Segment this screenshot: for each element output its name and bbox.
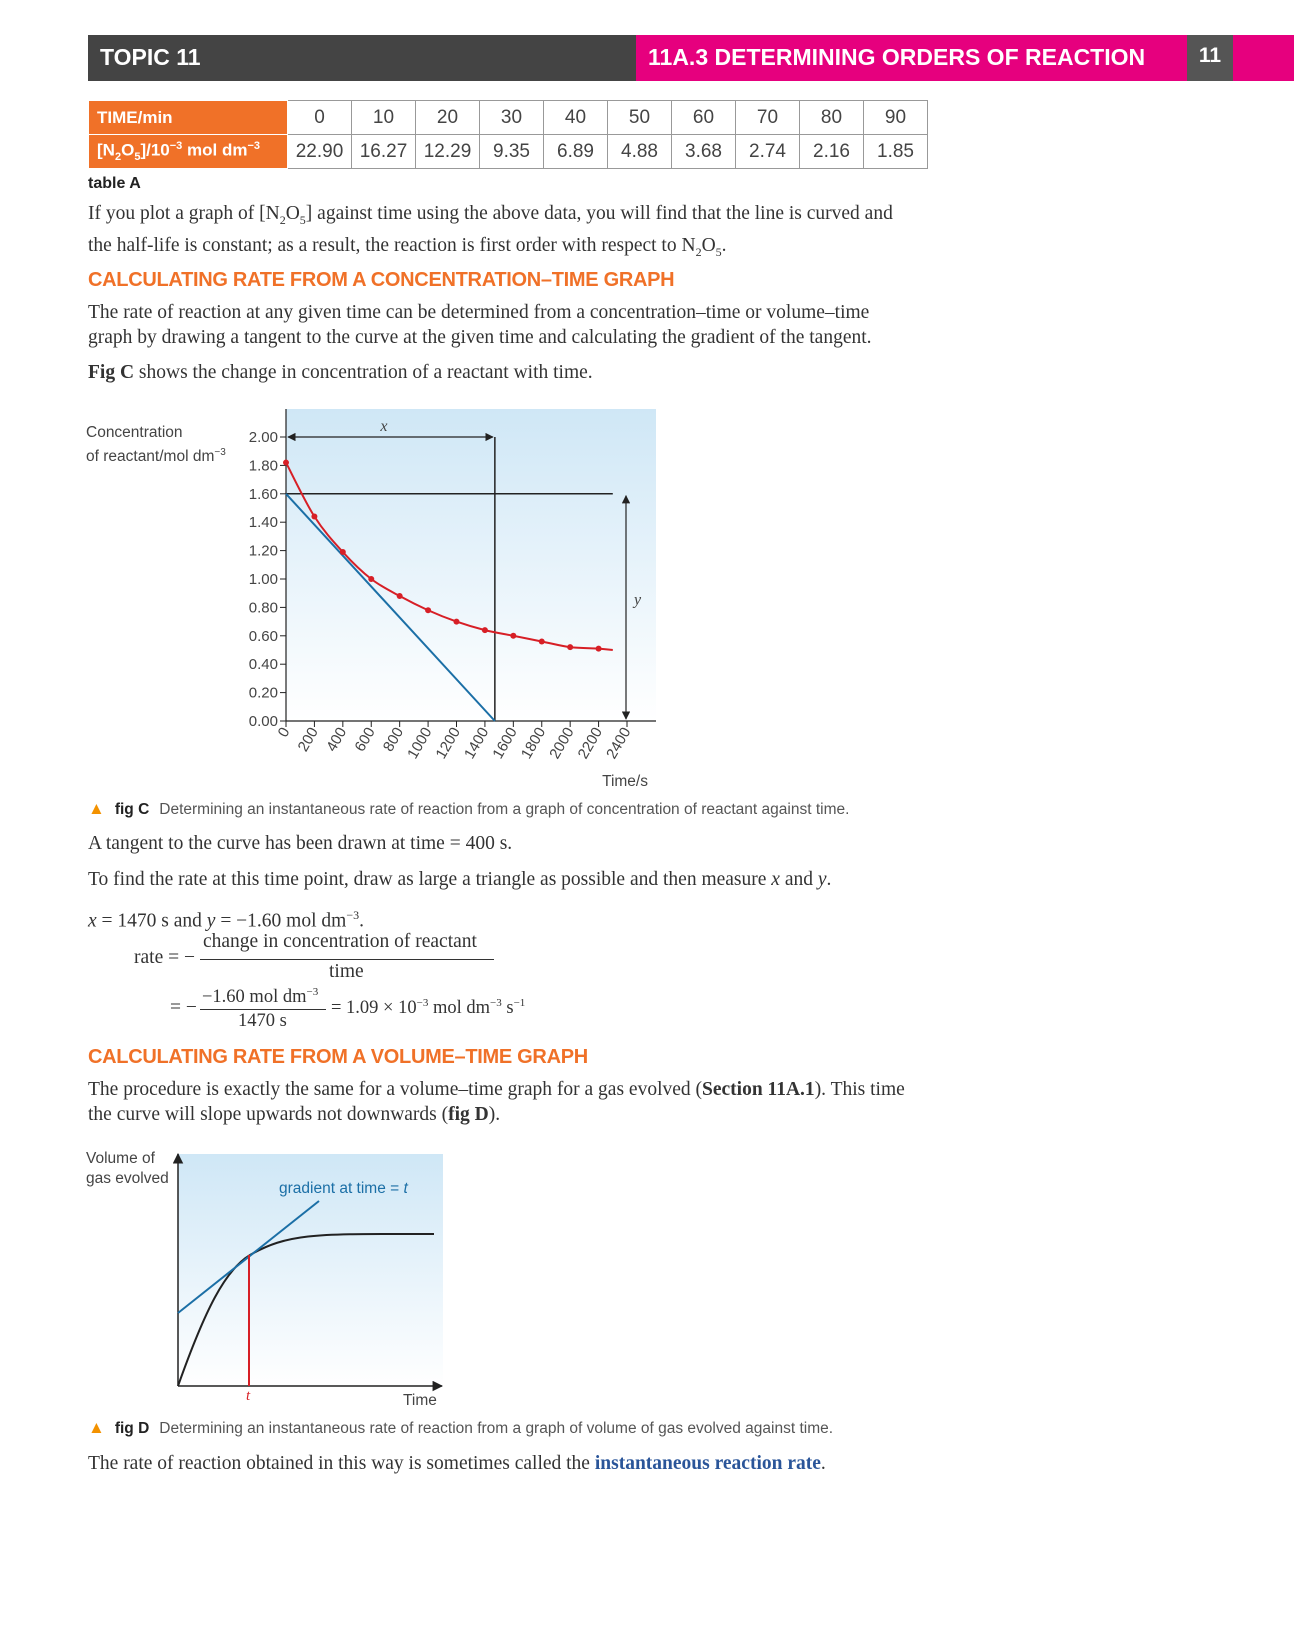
table-cell: 0 xyxy=(288,101,352,135)
y-tick-label: 0.40 xyxy=(248,656,278,674)
page-header xyxy=(88,35,1294,81)
row-header-time: TIME/min xyxy=(89,101,288,135)
fraction-line-2 xyxy=(200,1009,326,1010)
table-cell: 20 xyxy=(416,101,480,135)
table-cell: 16.27 xyxy=(352,135,416,169)
triangle-icon: ▲ xyxy=(88,799,105,818)
table-cell: 90 xyxy=(864,101,928,135)
y-tick-label: 1.00 xyxy=(248,571,278,588)
table-cell: 50 xyxy=(608,101,672,135)
table-cell: 30 xyxy=(480,101,544,135)
data-point xyxy=(510,633,516,639)
fig-d-caption: ▲ fig D Determining an instantaneous rate of reaction from a graph of volume of gas evolved against time. xyxy=(88,1418,834,1437)
fig-d-chart xyxy=(0,1140,460,1415)
equation-numerator-2: −1.60 mol $dm^{-3}$ xyxy=(202,986,319,1008)
data-point xyxy=(567,644,573,650)
x-tick-label: 2200 xyxy=(574,724,607,762)
paragraph-instantaneous-rate: The rate of reaction obtained in this way is sometimes called the instantaneous reaction rate. xyxy=(88,1453,826,1474)
x-span-label: x xyxy=(380,418,388,435)
data-point xyxy=(539,638,545,644)
table-cell: 2.16 xyxy=(800,135,864,169)
data-point xyxy=(397,593,403,599)
paragraph-tangent-method: The rate of reaction at any given time can be determined from a concentration–time or volume–time graph by drawing a tangent to the curve at the given time and calculating the gradient of the tangent. xyxy=(88,302,872,348)
plot-background xyxy=(286,409,656,721)
page-number: 11 xyxy=(1198,44,1222,67)
data-point xyxy=(368,576,374,582)
table-cell: 80 xyxy=(800,101,864,135)
equation-denominator-2: 1470 s xyxy=(238,1011,287,1031)
x-tick-label: 200 xyxy=(294,724,322,755)
paragraph-volume-procedure: The procedure is exactly the same for a volume–time graph for a gas evolved (Section 11A.1). This time the curve will slope upwards not downwards (fig D). xyxy=(88,1079,905,1125)
equation-rate-label: rate = − xyxy=(134,947,195,968)
table-cell: 4.88 xyxy=(608,135,672,169)
table-cell: 22.90 xyxy=(288,135,352,169)
equation-equals-2: = − xyxy=(170,997,197,1018)
fig-c-y-axis-label: Concentration of reactant/mol $dm^{-3}$ xyxy=(86,424,226,466)
table-cell: 12.29 xyxy=(416,135,480,169)
x-tick-label: 1200 xyxy=(432,724,464,762)
fraction-line-1 xyxy=(200,959,494,960)
y-tick-label: 0.00 xyxy=(248,713,278,730)
data-point xyxy=(596,646,602,652)
y-tick-label: 2.00 xyxy=(248,429,278,446)
y-tick-label: 1.20 xyxy=(248,542,278,560)
table-caption: table A xyxy=(88,175,141,192)
table-cell: 60 xyxy=(672,101,736,135)
x-tick-label: 400 xyxy=(323,724,351,755)
paragraph-x-y-values: x = 1470 s and y = −1.60 mol $dm^{-3}$. xyxy=(88,908,364,932)
table-a xyxy=(88,100,928,169)
y-tick-label: 0.60 xyxy=(248,627,278,645)
x-tick-label: 2000 xyxy=(546,724,578,762)
fig-d-x-axis-label: Time xyxy=(403,1392,437,1409)
x-tick-label: 1000 xyxy=(404,724,436,762)
table-cell: 10 xyxy=(352,101,416,135)
y-tick-label: 0.80 xyxy=(248,599,278,617)
x-tick-label: 2400 xyxy=(603,724,635,762)
fig-c-chart xyxy=(0,400,700,800)
topic-bar xyxy=(88,35,636,81)
table-cell: 6.89 xyxy=(544,135,608,169)
equation-result: = $1.09 \times 10^{-3}$ mol $dm^{-3}$ $s^{-1}$ xyxy=(331,997,526,1019)
data-point xyxy=(454,619,460,625)
keyword-instantaneous-reaction-rate[interactable]: instantaneous reaction rate xyxy=(594,1453,821,1474)
y-tick-label: 1.80 xyxy=(248,457,278,475)
fig-c-caption: ▲ fig C Determining an instantaneous rate of reaction from a graph of concentration of reactant against time. xyxy=(88,799,850,818)
equation-numerator-1: change in concentration of reactant xyxy=(203,931,477,952)
y-tick-label: 1.40 xyxy=(248,514,278,532)
heading-volume-time: CALCULATING RATE FROM A VOLUME–TIME GRAPH xyxy=(88,1046,588,1068)
y-span-label: y xyxy=(634,591,642,609)
paragraph-fig-c-intro: Fig C shows the change in concentration of a reactant with time. xyxy=(88,362,593,383)
paragraph-triangle: To find the rate at this time point, draw as large a triangle as possible and then measure x and y. xyxy=(88,869,832,890)
fig-d-y-axis-label: Volume of gas evolved xyxy=(86,1150,169,1187)
x-tick-label: 1600 xyxy=(489,724,521,762)
equation-denominator-1: time xyxy=(329,961,364,982)
x-tick-label: 600 xyxy=(351,724,379,755)
table-cell: 70 xyxy=(736,101,800,135)
y-tick-label: 0.20 xyxy=(248,684,278,702)
paragraph-half-life: If you plot a graph of $[N_2O_5]$ against time using the above data, you will find that the line is curved and the half-life is constant; as a result, the reaction is first order with respect to $N_2O_5$. xyxy=(88,203,893,259)
x-tick-label: 1400 xyxy=(460,724,493,762)
triangle-icon: ▲ xyxy=(88,1418,105,1437)
fig-d-gradient-label: gradient at time = t xyxy=(279,1180,408,1197)
section-title: 11A.3 DETERMINING ORDERS OF REACTION xyxy=(648,44,1146,70)
table-cell: 40 xyxy=(544,101,608,135)
heading-concentration-time: CALCULATING RATE FROM A CONCENTRATION–TIME GRAPH xyxy=(88,269,675,291)
data-point xyxy=(425,607,431,613)
fig-d-t-label: t xyxy=(246,1388,251,1404)
data-point xyxy=(311,514,317,520)
data-point xyxy=(340,549,346,555)
data-point xyxy=(283,460,289,466)
data-point xyxy=(482,627,488,633)
page-number-box xyxy=(1187,35,1233,81)
topic-label: TOPIC 11 xyxy=(100,44,201,70)
x-tick-label: 800 xyxy=(379,724,408,755)
table-cell: 9.35 xyxy=(480,135,544,169)
paragraph-tangent-drawn: A tangent to the curve has been drawn at time = 400 s. xyxy=(88,833,513,854)
y-tick-label: 1.60 xyxy=(248,485,278,503)
x-tick-label: 1800 xyxy=(517,724,550,762)
table-cell: 1.85 xyxy=(864,135,928,169)
row-header-concentration: $[N_2O_5]/10^{-3}$ mol $dm^{-3}$ xyxy=(89,135,288,169)
table-cell: 2.74 xyxy=(736,135,800,169)
table-row-concentration xyxy=(89,135,928,169)
x-axis-label: Time/s xyxy=(602,773,648,790)
table-row-time xyxy=(89,101,928,135)
table-cell: 3.68 xyxy=(672,135,736,169)
x-tick-label: 0 xyxy=(274,724,294,741)
